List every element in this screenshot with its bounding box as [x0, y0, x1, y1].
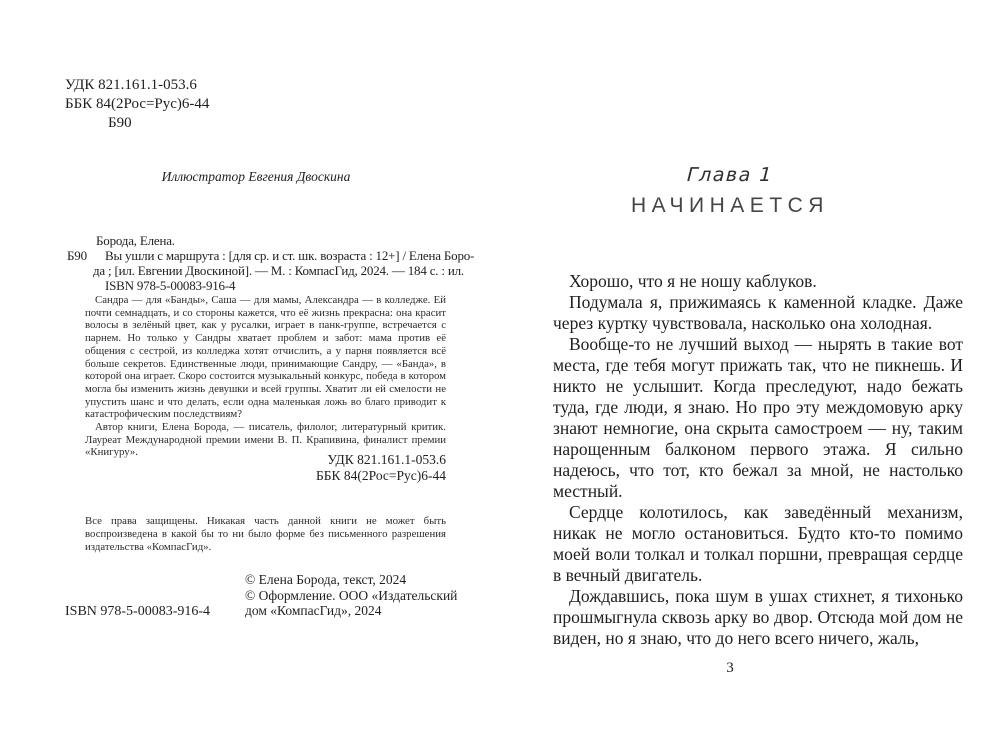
- copyright-block: © Елена Борода, текст, 2024 © Оформление. ООО «Издательский дом «КомпасГид», 2024: [245, 572, 458, 618]
- bbk-code: ББК 84(2Рос=Рус)6-44: [65, 96, 210, 112]
- paragraph: Хорошо, что я не ношу каблуков.: [569, 271, 817, 291]
- bib-author: Борода, Елена.: [96, 233, 175, 248]
- classification-codes-right: [85, 452, 446, 483]
- annotation: [85, 294, 446, 459]
- paragraph: Сердце колотилось, как заведённый механизм, никак не могло остановиться. Будто кто-то помимо моей воли толкал и толкал поршни, превращая сердце в вечный двигатель.: [553, 502, 963, 585]
- bib-title-line: Вы ушли с маршрута : [для ср. и ст. шк. возраста : 12+] / Елена Боро-: [105, 248, 475, 263]
- bibliographic-record: [65, 233, 475, 293]
- illustrator-credit: Иллюстратор Евгения Двоскина: [161, 169, 351, 184]
- bib-title-line: да ; [ил. Евгении Двоскиной]. — М. : КомпасГид, 2024. — 184 с. : ил.: [93, 263, 464, 278]
- chapter-label: Глава 1: [686, 164, 774, 186]
- paragraph: Вообще-то не лучший выход — нырять в такие вот места, где тебя могут прижать так, что не пикнешь. И никто не услышит. Когда преследуют, надо бежать туда, где люди, я знаю. Но про эту междомовую арку знают немногие, она скрыта самостроем — ну, таким нарощенным балконом первого этажа. Я сильно надеюсь, что тот, кто бежал за мной, не настолько местный.: [553, 334, 963, 501]
- paragraph: Сандра — для «Банды», Саша — для мамы, Александра — в колледже. Ей почти семнадцать, и со стороны кажется, что её жизнь прекрасна: она красит волосы в зелёный цвет, как у русалки, играет в панк-группе, встречается с парнем. Но только у Сандры хватает проблем и забот: мама против её общения с сестрой, из колледжа хотят отчислить, а у парня появляется всё больше секретов. Единственные люди, принимающие Сандру, — «Банда», в которой она играет. Скоро состоится музыкальный конкурс, победа в котором могла бы изменить жизнь девушки и всей группы. Хватит ли ей смелости не упустить шанс и что делать, если одна маленькая ложь во благо приводит к катастрофическим последствиям?: [85, 294, 446, 421]
- isbn-bottom: ISBN 978-5-00083-916-4: [65, 604, 211, 619]
- udk-code: УДК 821.161.1-053.6: [65, 77, 197, 93]
- rights-notice: [85, 515, 446, 555]
- bib-isbn: ISBN 978-5-00083-916-4: [105, 278, 236, 293]
- page-number: 3: [726, 660, 734, 676]
- paragraph: Все права защищены. Никакая часть данной книги не может быть воспроизведена в какой бы то ни было форме без письменного разрешения издательства «КомпасГид».: [85, 515, 446, 554]
- author-sign-code: Б90: [108, 115, 132, 131]
- paragraph: Дождавшись, пока шум в ушах стихнет, я тихонько прошмыгнула сквозь арку во двор. Отсюда мой дом не виден, но я знаю, что до него всего ничего, жаль,: [553, 586, 963, 648]
- chapter-body: [553, 271, 963, 649]
- paragraph: Автор книги, Елена Борода, — писатель, филолог, литературный критик. Лауреат Международной премии имени В. П. Крапивина, финалист премии «Книгуру».: [85, 421, 446, 459]
- classification-codes-top: [65, 76, 209, 133]
- chapter-title: НАЧИНАЕТСЯ: [631, 194, 829, 217]
- chapter-heading: [553, 164, 907, 218]
- bbk-code: ББК 84(2Рос=Рус)6-44: [316, 467, 446, 483]
- bib-author-sign: Б90: [67, 248, 87, 263]
- paragraph: Подумала я, прижимаясь к каменной кладке. Даже через куртку чувствовала, насколько она холодная.: [553, 292, 963, 333]
- udk-code: УДК 821.161.1-053.6: [327, 452, 446, 467]
